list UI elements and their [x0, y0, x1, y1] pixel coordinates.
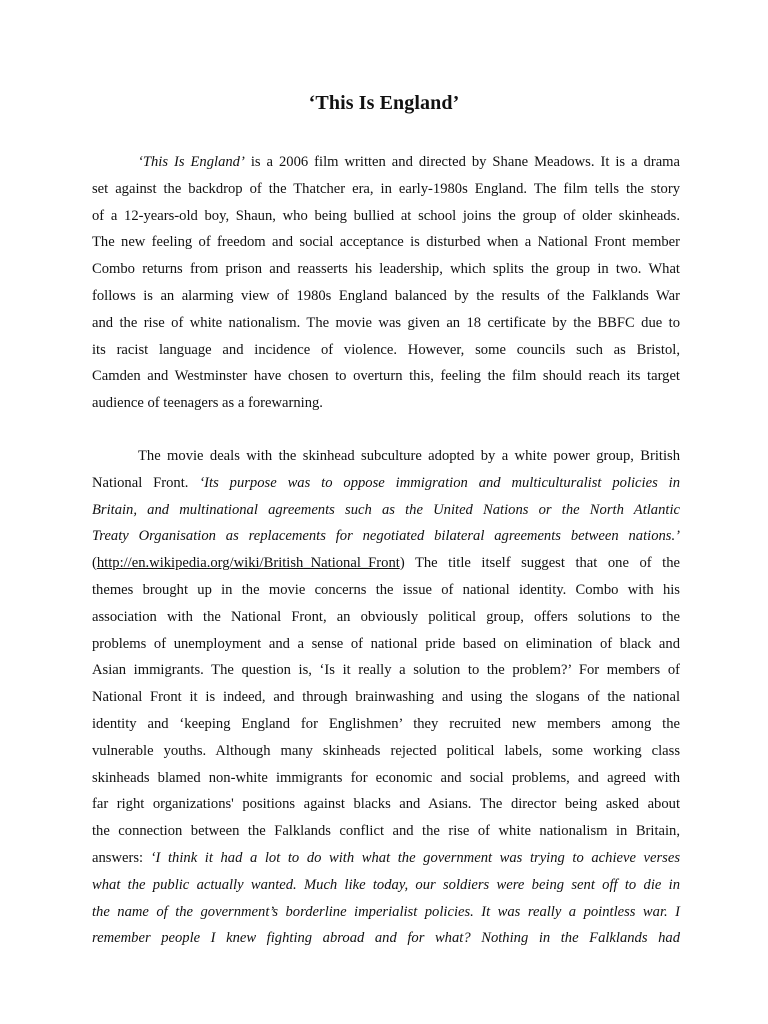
- line-text: is a 2006 film written and directed by Shane Meadows. It is a drama: [244, 154, 681, 170]
- line-text: answers:: [92, 849, 151, 866]
- paragraph-line: set against the backdrop of the Thatcher era, in early-1980s England. The film tells the story: [92, 180, 680, 197]
- paragraph-line: [92, 550, 680, 577]
- line-text: ) The title itself suggest that one of the: [399, 555, 680, 572]
- film-title-italic: ‘This Is England’: [138, 154, 245, 170]
- paragraph-line: of a 12-years-old boy, Shaun, who being bullied at school joins the group of older skinheads.: [92, 207, 680, 224]
- quote-italic: Treaty Organisation as replacements for negotiated bilateral agreements between nations.’: [92, 528, 680, 545]
- paragraph-2: [92, 443, 680, 952]
- paragraph-line: follows is an alarming view of 1980s England balanced by the results of the Falklands War: [92, 287, 680, 304]
- paragraph-line: skinheads blamed non-white immigrants for economic and social problems, and agreed with: [92, 769, 680, 786]
- paragraph-line: association with the National Front, an obviously political group, offers solutions to the: [92, 608, 680, 625]
- quote-italic: the name of the government’s borderline imperialist policies. It was really a pointless war. I: [92, 903, 680, 920]
- paragraph-line: [92, 925, 680, 952]
- paragraph-line: [92, 523, 680, 550]
- paragraph-line: audience of teenagers as a forewarning.: [92, 395, 323, 412]
- line-text: The movie deals with the skinhead subculture adopted by a white power group, British: [138, 448, 680, 464]
- paragraph-line: [92, 872, 680, 899]
- paragraph-line: identity and ‘keeping England for Englishmen’ they recruited new members among the: [92, 715, 680, 732]
- paragraph-1: [92, 149, 680, 417]
- line-text: National Front.: [92, 474, 200, 491]
- quote-italic: remember people I knew fighting abroad and for what? Nothing in the Falklands had: [92, 930, 680, 947]
- paragraph-line: [92, 899, 680, 926]
- quote-italic: what the public actually wanted. Much like today, our soldiers were being sent off to die in: [92, 876, 680, 893]
- paragraph-line: [92, 443, 680, 470]
- quote-italic: ‘Its purpose was to oppose immigration and multiculturalist policies in: [199, 474, 680, 491]
- paragraph-line: Combo returns from prison and reasserts his leadership, which splits the group in two. What: [92, 261, 680, 278]
- paragraph-line: far right organizations' positions against blacks and Asians. The director being asked about: [92, 796, 680, 813]
- paragraph-line: Asian immigrants. The question is, ‘Is it really a solution to the problem?’ For members of: [92, 662, 680, 679]
- paragraph-line: vulnerable youths. Although many skinheads rejected political labels, some working class: [92, 742, 680, 759]
- paragraph-line: [92, 470, 680, 497]
- paragraph-line: its racist language and incidence of violence. However, some councils such as Bristol,: [92, 341, 680, 358]
- paragraph-line: National Front it is indeed, and through brainwashing and using the slogans of the national: [92, 689, 680, 706]
- paragraph-line: [92, 845, 680, 872]
- paragraph-line: themes brought up in the movie concerns the issue of national identity. Combo with his: [92, 581, 680, 598]
- paragraph-line: problems of unemployment and a sense of national pride based on elimination of black and: [92, 635, 680, 652]
- paragraph-line: [92, 497, 680, 524]
- paragraph-line: Camden and Westminster have chosen to overturn this, feeling the film should reach its target: [92, 368, 680, 385]
- quote-italic: ‘I think it had a lot to do with what the government was trying to achieve verses: [150, 849, 680, 866]
- paragraph-line: the connection between the Falklands conflict and the rise of white nationalism in Britain,: [92, 823, 680, 840]
- paragraph-line: The new feeling of freedom and social acceptance is disturbed when a National Front member: [92, 234, 680, 251]
- document-title: ‘This Is England’: [308, 92, 460, 114]
- quote-italic: Britain, and multinational agreements such as the United Nations or the North Atlantic: [92, 501, 680, 518]
- paragraph-line: and the rise of white nationalism. The movie was given an 18 certificate by the BBFC due to: [92, 314, 680, 331]
- line-text: (: [92, 555, 97, 572]
- paragraph-line: [92, 149, 680, 176]
- wikipedia-link[interactable]: http://en.wikipedia.org/wiki/British_National_Front: [96, 555, 400, 572]
